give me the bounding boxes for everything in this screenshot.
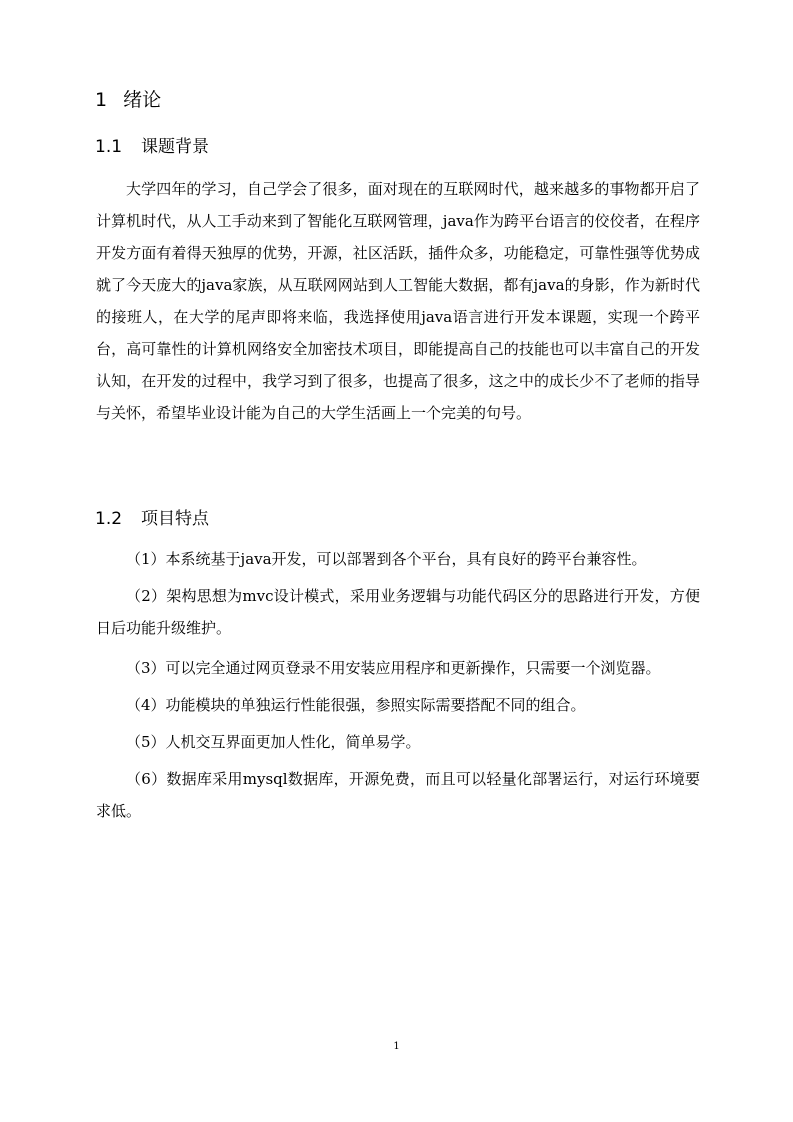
section-title: 项目特点 [141, 509, 209, 529]
feature-item-4: （4）功能模块的单独运行性能很强，参照实际需要搭配不同的组合。 [126, 696, 586, 714]
section-title: 课题背景 [141, 137, 209, 157]
section-heading-background [95, 134, 209, 160]
feature-item-2: （2）架构思想为mvc设计模式，采用业务逻辑与功能代码区分的思路进行开发，方便日后功能升级维护。 [96, 587, 700, 637]
section-heading-features [95, 506, 209, 532]
chapter-number: 1 [95, 89, 108, 111]
page-number: 1 [393, 1041, 400, 1052]
background-paragraph: 大学四年的学习，自己学会了很多，面对现在的互联网时代，越来越多的事物都开启了计算机时代，从人工手动来到了智能化互联网管理，java作为跨平台语言的佼佼者，在程序开发方面有着得天独厚的优势，开源，社区活跃，插件众多，功能稳定，可靠性强等优势成就了今天庞大的java家族，从互联网网站到人工智能大数据，都有java的身影，作为新时代的接班人，在大学的尾声即将来临，我选择使用java语言进行开发本课题，实现一个跨平台，高可靠性的计算机网络安全加密技术项目，即能提高自己的技能也可以丰富自己的开发认知，在开发的过程中，我学习到了很多，也提高了很多，这之中的成长少不了老师的指导与关怀，希望毕业设计能为自己的大学生活画上一个完美的句号。 [96, 180, 700, 422]
chapter-heading [95, 86, 161, 114]
chapter-title: 绪论 [123, 89, 162, 111]
feature-item-5: （5）人机交互界面更加人性化，简单易学。 [126, 733, 421, 751]
feature-item-1: （1）本系统基于java开发，可以部署到各个平台，具有良好的跨平台兼容性。 [126, 550, 647, 568]
section-number: 1.1 [95, 137, 123, 157]
feature-item-3: （3）可以完全通过网页登录不用安装应用程序和更新操作，只需要一个浏览器。 [126, 659, 661, 677]
section-number: 1.2 [95, 509, 123, 529]
feature-item-6: （6）数据库采用mysql数据库，开源免费，而且可以轻量化部署运行，对运行环境要求低。 [96, 770, 700, 820]
